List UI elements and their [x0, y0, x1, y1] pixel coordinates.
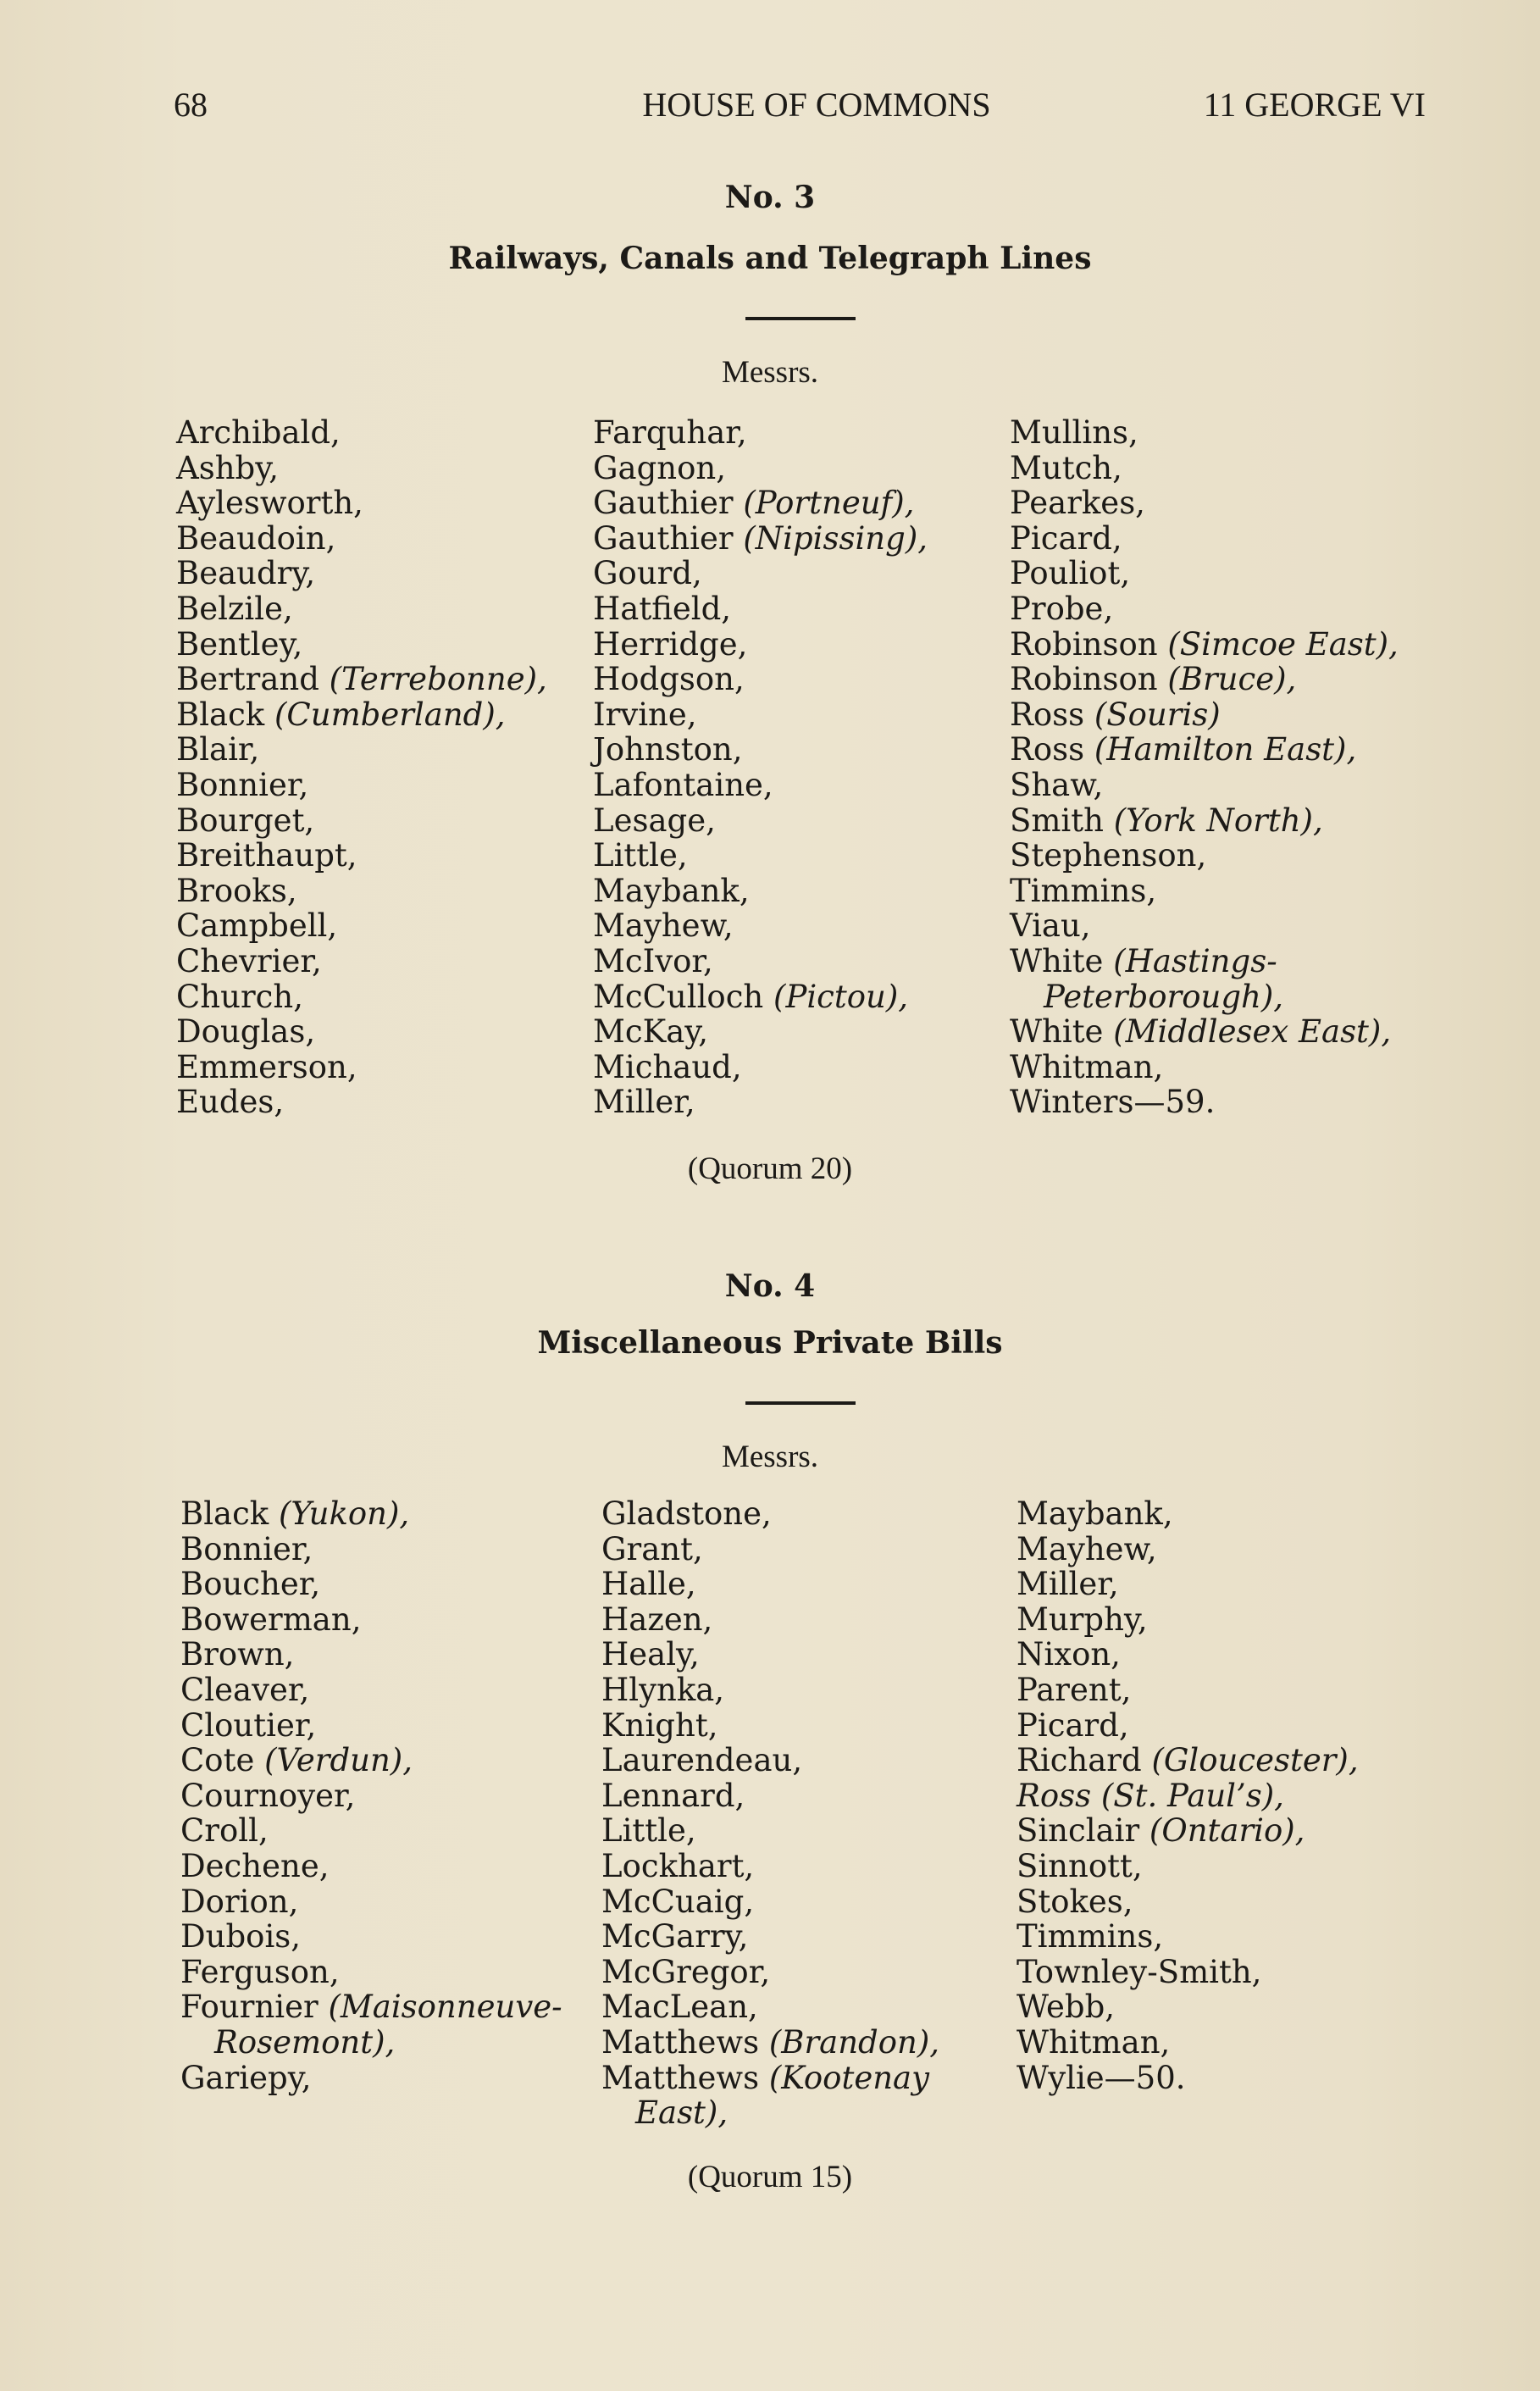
- member-name: Chevrier,: [176, 942, 322, 979]
- member-entry: [593, 662, 928, 697]
- member-entry: [180, 2061, 562, 2096]
- member-name: Miller,: [593, 1084, 695, 1121]
- member-name: Whitman,: [1010, 1048, 1164, 1085]
- member-name: Dechene,: [180, 1847, 330, 1884]
- member-name: Brown,: [180, 1636, 295, 1673]
- member-entry: [176, 521, 547, 557]
- member-entry: [1010, 627, 1399, 663]
- member-name: Brooks,: [176, 872, 297, 909]
- constituency-note: (Brandon),: [768, 2023, 940, 2061]
- member-name: Dorion,: [180, 1883, 299, 1920]
- member-name: Wylie—50.: [1017, 2059, 1186, 2096]
- member-name: Viau,: [1010, 907, 1091, 945]
- title-rule: [745, 317, 856, 320]
- messrs-label: Messrs.: [721, 1440, 819, 1474]
- member-name: Fournier: [180, 1989, 329, 2026]
- member-entry: [180, 1778, 562, 1814]
- member-name: Beaudry,: [176, 555, 316, 592]
- member-name: McGarry,: [601, 1918, 749, 1956]
- member-entry: [601, 1602, 939, 1638]
- member-entry: [601, 1813, 939, 1849]
- member-name: Lennard,: [601, 1777, 745, 1814]
- member-entry: [180, 1743, 562, 1778]
- member-entry: [601, 1708, 939, 1744]
- constituency-note: (Yukon),: [279, 1495, 410, 1532]
- member-name: Pouliot,: [1010, 555, 1131, 592]
- member-name: Beaudoin,: [176, 519, 336, 557]
- member-name: Sinnott,: [1017, 1847, 1143, 1884]
- member-entry: [1017, 1919, 1359, 1955]
- member-name: Miller,: [1017, 1566, 1119, 1603]
- member-entry: [1017, 1849, 1359, 1884]
- member-name: Bourget,: [176, 802, 315, 839]
- member-name: Laurendeau,: [601, 1742, 803, 1779]
- member-entry: [601, 1496, 939, 1532]
- member-name: Boucher,: [180, 1566, 321, 1603]
- constituency-note: East),: [635, 2094, 728, 2132]
- member-name: Archibald,: [176, 414, 341, 451]
- member-name: Cloutier,: [180, 1706, 317, 1744]
- member-name: Sinclair: [1017, 1812, 1149, 1850]
- member-name: Breithaupt,: [176, 837, 357, 874]
- member-entry: [593, 415, 928, 451]
- member-name: Parent,: [1017, 1671, 1132, 1708]
- member-name: Mutch,: [1010, 449, 1122, 486]
- member-entry: [180, 1496, 562, 1532]
- member-entry: [176, 591, 547, 627]
- member-entry: [601, 1849, 939, 1884]
- member-name: Webb,: [1017, 1989, 1116, 2026]
- member-entry: [1017, 1602, 1359, 1638]
- member-entry: [180, 1567, 562, 1602]
- member-name: Maybank,: [593, 872, 750, 909]
- member-entry: [593, 591, 928, 627]
- member-entry: [593, 521, 928, 557]
- member-name: Timmins,: [1017, 1918, 1164, 1956]
- member-entry: [180, 1673, 562, 1708]
- section-title: Miscellaneous Private Bills: [537, 1325, 1003, 1361]
- member-entry: [176, 415, 547, 451]
- member-entry: [601, 1989, 939, 2025]
- constituency-note: (Portneuf),: [743, 485, 915, 522]
- member-column-2: [593, 415, 928, 1120]
- member-name: Emmerson,: [176, 1048, 357, 1085]
- member-name: McCulloch: [593, 978, 774, 1015]
- member-entry: [176, 1050, 547, 1085]
- member-entry: [593, 1050, 928, 1085]
- member-name: Hlynka,: [601, 1671, 725, 1708]
- member-name: Farquhar,: [593, 414, 747, 451]
- member-name: Michaud,: [593, 1048, 742, 1085]
- member-entry: [1017, 2061, 1359, 2096]
- member-name: Blair,: [176, 731, 260, 768]
- member-entry: [176, 944, 547, 979]
- member-name: Lockhart,: [601, 1847, 755, 1884]
- member-name: Mayhew,: [593, 907, 734, 945]
- member-entry: [1010, 1085, 1399, 1120]
- running-title: HOUSE OF COMMONS: [642, 86, 991, 124]
- member-entry: [1017, 1496, 1359, 1532]
- member-entry: [1017, 1778, 1359, 1814]
- member-entry: [1010, 908, 1399, 944]
- running-head: [174, 85, 1426, 136]
- member-entry: [593, 485, 928, 521]
- constituency-note: (Hastings-: [1113, 942, 1277, 979]
- member-name: Gauthier: [593, 485, 744, 522]
- constituency-note: (York North),: [1113, 802, 1323, 839]
- member-entry: [593, 627, 928, 663]
- member-entry: [180, 1989, 562, 2025]
- quorum-note: (Quorum 15): [687, 2160, 853, 2194]
- member-entry: [180, 1849, 562, 1884]
- member-name: Shaw,: [1010, 766, 1104, 803]
- member-entry: [1017, 1637, 1359, 1673]
- constituency-note: (Simcoe East),: [1167, 625, 1399, 663]
- member-entry: [180, 1919, 562, 1955]
- member-column-3: [1010, 415, 1399, 1120]
- member-entry: [593, 838, 928, 874]
- member-entry-continuation: [1010, 979, 1399, 1015]
- member-name: Halle,: [601, 1566, 696, 1603]
- messrs-label: Messrs.: [721, 355, 819, 390]
- member-name: Lesage,: [593, 802, 716, 839]
- member-name: White: [1010, 942, 1114, 979]
- member-name: Little,: [593, 837, 688, 874]
- member-entry: [1010, 485, 1399, 521]
- member-name: Church,: [176, 978, 303, 1015]
- member-name: Grant,: [601, 1530, 703, 1567]
- member-entry: [1010, 768, 1399, 803]
- member-entry: [176, 732, 547, 768]
- section-number: No. 4: [724, 1268, 816, 1304]
- member-name: McKay,: [593, 1013, 709, 1051]
- member-column-1: [176, 415, 547, 1120]
- member-entry: [180, 1602, 562, 1638]
- member-name: Stokes,: [1017, 1883, 1133, 1920]
- member-name: Townley-Smith,: [1017, 1953, 1262, 1990]
- quorum-note: (Quorum 20): [687, 1151, 853, 1186]
- member-name: Bonnier,: [176, 766, 309, 803]
- member-name: Aylesworth,: [176, 485, 363, 522]
- member-entry: [601, 1919, 939, 1955]
- member-name: Mayhew,: [1017, 1530, 1157, 1567]
- constituency-note: Ross (St. Paul’s),: [1017, 1777, 1284, 1814]
- constituency-note: (Kootenay: [768, 2059, 930, 2096]
- member-entry: [593, 732, 928, 768]
- member-entry: [1010, 874, 1399, 909]
- constituency-note: (Nipissing),: [743, 519, 928, 557]
- constituency-note: Rosemont),: [214, 2023, 396, 2061]
- member-entry: [176, 697, 547, 733]
- constituency-note: (Pictou),: [773, 978, 909, 1015]
- member-entry: [593, 1085, 928, 1120]
- constituency-note: (Maisonneuve-: [328, 1989, 562, 2026]
- member-column-2: [601, 1496, 939, 2131]
- member-entry: [1010, 1050, 1399, 1085]
- member-entry: [593, 874, 928, 909]
- member-entry: [601, 2025, 939, 2061]
- member-name: Matthews: [601, 2023, 769, 2061]
- member-name: Irvine,: [593, 696, 697, 733]
- member-entry: [176, 485, 547, 521]
- member-entry: [1017, 1673, 1359, 1708]
- member-name: Gauthier: [593, 519, 744, 557]
- constituency-note: (Verdun),: [264, 1742, 413, 1779]
- member-name: McIvor,: [593, 942, 713, 979]
- member-column-1: [180, 1496, 562, 2095]
- member-entry: [601, 1884, 939, 1920]
- member-name: Cleaver,: [180, 1671, 310, 1708]
- member-entry: [180, 1813, 562, 1849]
- member-entry: [1017, 1813, 1359, 1849]
- member-entry: [1017, 1532, 1359, 1567]
- member-entry: [601, 1567, 939, 1602]
- constituency-note: (Cumberland),: [274, 696, 506, 733]
- member-entry: [601, 1673, 939, 1708]
- member-name: Hodgson,: [593, 661, 745, 698]
- member-name: Black: [180, 1495, 279, 1532]
- member-entry: [180, 1884, 562, 1920]
- page-number: 68: [174, 86, 208, 124]
- member-entry: [180, 1955, 562, 1990]
- member-entry: [1010, 521, 1399, 557]
- member-name: Gariepy,: [180, 2059, 312, 2096]
- member-entry: [1010, 415, 1399, 451]
- member-entry: [1010, 1014, 1399, 1050]
- member-name: Douglas,: [176, 1013, 316, 1051]
- member-entry: [1017, 1884, 1359, 1920]
- member-name: Little,: [601, 1812, 696, 1850]
- member-entry: [180, 1708, 562, 1744]
- member-entry: [601, 1532, 939, 1567]
- member-name: Whitman,: [1017, 2023, 1171, 2061]
- member-entry-continuation: [180, 2025, 562, 2061]
- member-name: Herridge,: [593, 625, 748, 663]
- constituency-note: (Bruce),: [1167, 661, 1297, 698]
- member-name: Ferguson,: [180, 1953, 340, 1990]
- member-name: Knight,: [601, 1706, 718, 1744]
- member-name: Healy,: [601, 1636, 700, 1673]
- member-entry: [176, 874, 547, 909]
- member-entry: [593, 556, 928, 591]
- member-entry: [601, 1743, 939, 1778]
- member-name: Pearkes,: [1010, 485, 1145, 522]
- member-name: Gladstone,: [601, 1495, 772, 1532]
- member-name: McCuaig,: [601, 1883, 755, 1920]
- member-name: Cote: [180, 1742, 265, 1779]
- member-entry: [593, 768, 928, 803]
- member-name: Matthews: [601, 2059, 769, 2096]
- constituency-note: (Middlesex East),: [1113, 1013, 1392, 1051]
- member-name: Johnston,: [593, 731, 743, 768]
- member-entry: [180, 1637, 562, 1673]
- member-entry: [1017, 2025, 1359, 2061]
- constituency-note: (Gloucester),: [1151, 1742, 1359, 1779]
- member-entry: [176, 556, 547, 591]
- member-name: Nixon,: [1017, 1636, 1121, 1673]
- member-entry: [176, 803, 547, 839]
- member-name: Ross: [1010, 696, 1094, 733]
- member-name: Bonnier,: [180, 1530, 313, 1567]
- member-name: Bowerman,: [180, 1600, 362, 1638]
- member-entry: [176, 627, 547, 663]
- member-entry: [176, 662, 547, 697]
- member-entry-continuation: [601, 2095, 939, 2131]
- member-name: Probe,: [1010, 590, 1114, 627]
- member-entry: [593, 979, 928, 1015]
- member-name: Bentley,: [176, 625, 303, 663]
- member-entry: [1010, 732, 1399, 768]
- member-column-3: [1017, 1496, 1359, 2095]
- member-entry: [1017, 1743, 1359, 1778]
- member-entry: [1010, 838, 1399, 874]
- member-name: Cournoyer,: [180, 1777, 356, 1814]
- member-entry: [593, 451, 928, 486]
- member-entry: [1010, 556, 1399, 591]
- member-entry: [593, 944, 928, 979]
- member-entry: [593, 697, 928, 733]
- member-entry: [601, 1778, 939, 1814]
- member-name: Eudes,: [176, 1084, 285, 1121]
- member-entry: [601, 1637, 939, 1673]
- member-name: Stephenson,: [1010, 837, 1207, 874]
- member-entry: [1010, 697, 1399, 733]
- member-entry: [1010, 944, 1399, 979]
- section-number: No. 3: [724, 180, 816, 215]
- member-name: Murphy,: [1017, 1600, 1148, 1638]
- member-name: Ross: [1010, 731, 1094, 768]
- member-entry: [176, 838, 547, 874]
- member-name: Ashby,: [176, 449, 279, 486]
- member-entry: [176, 451, 547, 486]
- constituency-note: (Terrebonne),: [329, 661, 547, 698]
- member-name: Mullins,: [1010, 414, 1138, 451]
- member-name: Hatfield,: [593, 590, 732, 627]
- member-name: Campbell,: [176, 907, 338, 945]
- member-entry: [176, 1014, 547, 1050]
- member-name: White: [1010, 1013, 1114, 1051]
- member-entry: [1017, 1989, 1359, 2025]
- member-entry: [593, 803, 928, 839]
- member-name: Belzile,: [176, 590, 293, 627]
- member-entry: [176, 768, 547, 803]
- member-name: Picard,: [1010, 519, 1122, 557]
- member-name: Winters—59.: [1010, 1084, 1216, 1121]
- title-rule: [745, 1401, 856, 1405]
- member-name: Picard,: [1017, 1706, 1129, 1744]
- member-entry: [1017, 1567, 1359, 1602]
- member-name: MacLean,: [601, 1989, 758, 2026]
- constituency-note: (Ontario),: [1149, 1812, 1305, 1850]
- member-entry: [1010, 662, 1399, 697]
- section-title: Railways, Canals and Telegraph Lines: [448, 241, 1092, 276]
- constituency-note: (Hamilton East),: [1094, 731, 1357, 768]
- member-name: Gagnon,: [593, 449, 726, 486]
- member-name: Maybank,: [1017, 1495, 1173, 1532]
- regnal-year: 11 GEORGE VI: [1203, 86, 1426, 124]
- member-name: Robinson: [1010, 625, 1168, 663]
- member-entry: [593, 908, 928, 944]
- member-entry: [1010, 591, 1399, 627]
- member-name: Gourd,: [593, 555, 702, 592]
- member-entry: [180, 1532, 562, 1567]
- member-name: Bertrand: [176, 661, 330, 698]
- member-name: Timmins,: [1010, 872, 1157, 909]
- member-entry: [176, 908, 547, 944]
- member-entry: [176, 979, 547, 1015]
- member-entry: [601, 2061, 939, 2096]
- member-entry: [1017, 1955, 1359, 1990]
- constituency-note: (Souris): [1094, 696, 1221, 733]
- constituency-note: Peterborough),: [1044, 978, 1284, 1015]
- member-name: Dubois,: [180, 1918, 302, 1956]
- member-name: Richard: [1017, 1742, 1152, 1779]
- member-name: Smith: [1010, 802, 1114, 839]
- member-entry: [1017, 1708, 1359, 1744]
- member-entry: [601, 1955, 939, 1990]
- member-entry: [1010, 451, 1399, 486]
- member-name: McGregor,: [601, 1953, 771, 1990]
- member-name: Croll,: [180, 1812, 269, 1850]
- member-entry: [176, 1085, 547, 1120]
- member-name: Robinson: [1010, 661, 1168, 698]
- member-name: Hazen,: [601, 1600, 713, 1638]
- member-entry: [1010, 803, 1399, 839]
- member-name: Black: [176, 696, 274, 733]
- member-entry: [593, 1014, 928, 1050]
- member-name: Lafontaine,: [593, 766, 773, 803]
